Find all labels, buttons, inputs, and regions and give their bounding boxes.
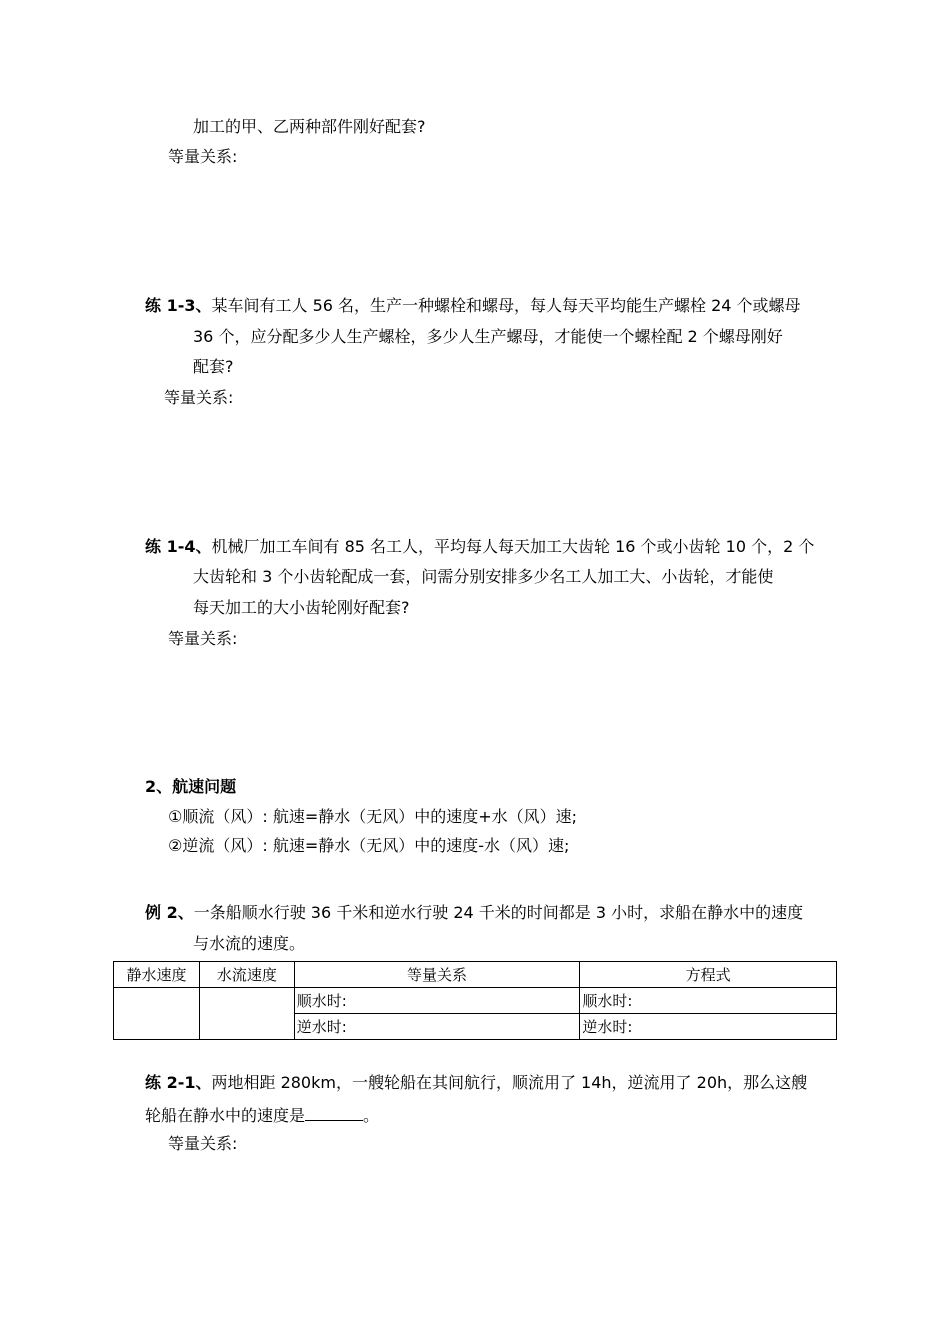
cell-current-speed[interactable] [199, 988, 294, 1040]
header-equal-relation: 等量关系 [294, 962, 580, 988]
example-line: 与水流的速度。 [193, 934, 306, 953]
exercise-label: 练 1-4、 [145, 537, 212, 556]
exercise-line: 配套? [193, 357, 234, 376]
exercise-text: 两地相距 280km，一艘轮船在其间航行，顺流用了 14h，逆流用了 20h，那么这艘 [211, 1073, 808, 1092]
exercise-line: 每天加工的大小齿轮刚好配套? [193, 598, 410, 617]
cell-downstream-equation[interactable]: 顺水时: [580, 988, 837, 1014]
cell-upstream-equation[interactable]: 逆水时: [580, 1014, 837, 1040]
exercise-line [145, 1104, 379, 1126]
exercise-label: 练 2-1、 [145, 1073, 212, 1092]
relation-label: 等量关系: [168, 147, 238, 166]
exercise-line: 36 个，应分配多少人生产螺栓，多少人生产螺母，才能使一个螺栓配 2 个螺母刚好 [193, 327, 783, 346]
exercise-label: 练 1-3、 [145, 296, 212, 315]
relation-label: 等量关系: [168, 1134, 238, 1153]
exercise-text: 机械厂加工车间有 85 名工人，平均每人每天加工大齿轮 16 个或小齿轮 10 个，2 个 [211, 537, 815, 556]
example-text: 一条船顺水行驶 36 千米和逆水行驶 24 千米的时间都是 3 小时，求船在静水中的速度 [193, 903, 804, 922]
table-header-row [114, 962, 837, 988]
exercise-line [145, 537, 814, 557]
table-row [114, 988, 837, 1014]
cell-still-water-speed[interactable] [114, 988, 200, 1040]
exercise-text: 轮船在静水中的速度是 [145, 1106, 306, 1125]
question-line: 加工的甲、乙两种部件刚好配套? [193, 117, 426, 136]
exercise-line [145, 296, 801, 316]
example-label: 例 2、 [145, 903, 194, 922]
exercise-text: 。 [363, 1106, 380, 1125]
cell-upstream-relation[interactable]: 逆水时: [294, 1014, 580, 1040]
relation-label: 等量关系: [164, 388, 234, 407]
rule-upstream: ②逆流（风）: 航速=静水（无风）中的速度-水（风）速; [168, 836, 570, 855]
example-line [145, 903, 803, 923]
answer-table [113, 961, 837, 1040]
exercise-line: 大齿轮和 3 个小齿轮配成一套，问需分别安排多少名工人加工大、小齿轮，才能使 [193, 567, 774, 586]
exercise-text: 某车间有工人 56 名，生产一种螺栓和螺母，每人每天平均能生产螺栓 24 个或螺母 [211, 296, 801, 315]
section-title: 2、航速问题 [145, 777, 237, 796]
relation-label: 等量关系: [168, 629, 238, 648]
exercise-line [145, 1073, 807, 1093]
answer-blank[interactable] [305, 1104, 363, 1121]
header-current-speed: 水流速度 [199, 962, 294, 988]
header-still-water-speed: 静水速度 [114, 962, 200, 988]
header-equation: 方程式 [580, 962, 837, 988]
rule-downstream: ①顺流（风）: 航速=静水（无风）中的速度+水（风）速; [168, 807, 578, 826]
cell-downstream-relation[interactable]: 顺水时: [294, 988, 580, 1014]
